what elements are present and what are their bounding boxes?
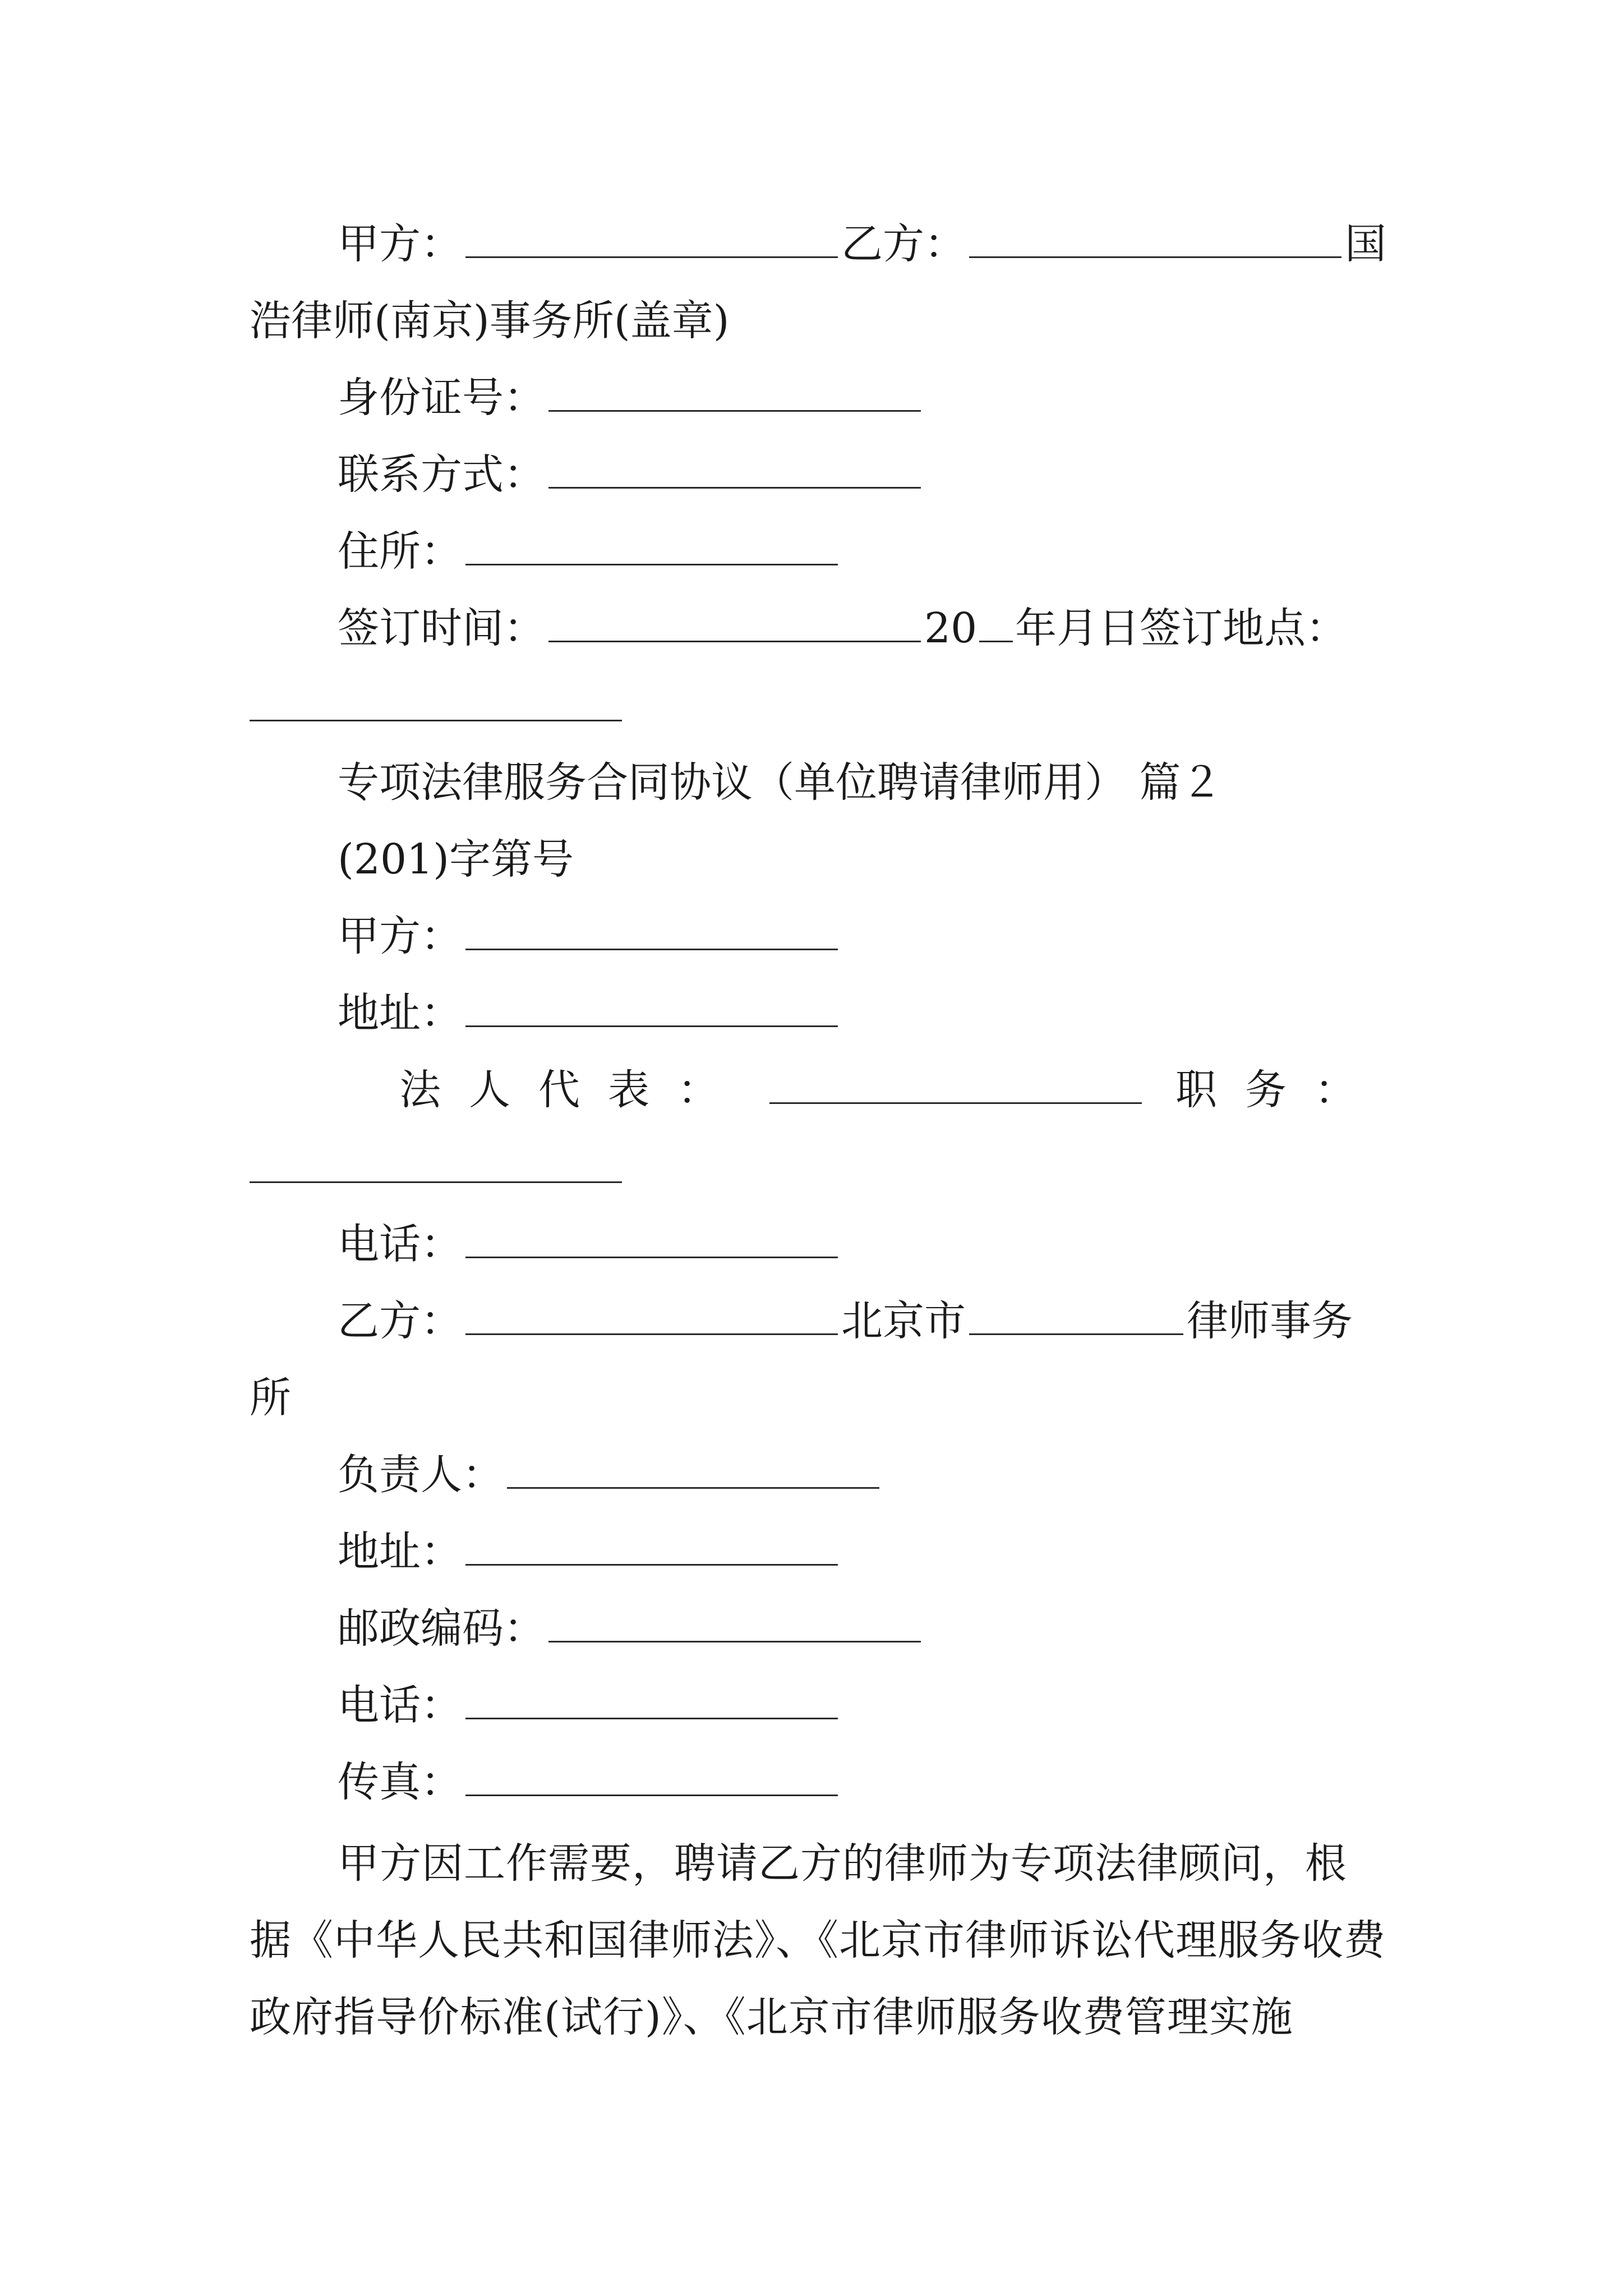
doc-number: (201)字第号	[338, 835, 574, 884]
phone2-line	[338, 1672, 841, 1739]
beijing-label: 北京市	[841, 1297, 966, 1345]
phone-label: 电话：	[338, 1220, 462, 1268]
body-paragraph: 甲方因工作需要，聘请乙方的律师为专项法律顾问，根据《中华人民共和国律师法》、《北京市律师诉讼代理服务收费政府指导价标准(试行)》、《北京市律师服务收费管理实施	[250, 1839, 1386, 2041]
phone-blank[interactable]	[465, 1221, 838, 1258]
firm-suffix-b: 所	[250, 1374, 291, 1422]
firm-suffix-a: 律师事务	[1187, 1297, 1353, 1345]
year-prefix: 20	[924, 604, 978, 652]
position-blank[interactable]	[250, 1181, 622, 1183]
address-label: 地址：	[338, 989, 462, 1037]
section-title	[338, 749, 1223, 816]
sign-time-line	[338, 595, 1347, 662]
residence-blank[interactable]	[465, 528, 838, 565]
address2-blank[interactable]	[465, 1528, 838, 1566]
postcode-line	[338, 1595, 924, 1662]
address2-line	[338, 1518, 841, 1585]
contact-blank[interactable]	[548, 451, 921, 489]
responsible-blank[interactable]	[507, 1451, 879, 1489]
address-blank[interactable]	[465, 990, 838, 1027]
legal-rep-line	[399, 1056, 1384, 1124]
firm-name-tail: 浩律师(南京)事务所(盖章)	[250, 297, 730, 345]
address-line	[338, 979, 841, 1047]
address2-label: 地址：	[338, 1527, 462, 1576]
party-b2-label: 乙方：	[338, 1297, 462, 1345]
responsible-line	[338, 1441, 883, 1508]
party-b-line	[338, 1287, 1353, 1355]
residence-line	[338, 518, 841, 585]
date-sign-place-label: 年月日签订地点：	[1015, 604, 1348, 652]
sign-place-blank[interactable]	[250, 720, 622, 721]
phone2-blank[interactable]	[465, 1682, 838, 1719]
residence-label: 住所：	[338, 527, 462, 576]
sign-time-label: 签订时间：	[338, 604, 545, 652]
firm-name-head: 国	[1345, 220, 1386, 268]
fax-label: 传真：	[338, 1758, 462, 1806]
firm-suffix-line	[250, 1364, 291, 1432]
phone2-label: 电话：	[338, 1681, 462, 1729]
sign-time-blank[interactable]	[548, 605, 921, 642]
party-a-line	[338, 903, 841, 970]
id-number-label: 身份证号：	[338, 374, 545, 422]
party-a-label: 甲方：	[338, 220, 462, 268]
signature-party-line	[338, 210, 1386, 278]
phone-line	[338, 1211, 841, 1278]
responsible-label: 负责人：	[338, 1451, 504, 1499]
party-a2-blank[interactable]	[465, 913, 838, 950]
party-b-label: 乙方：	[841, 220, 966, 268]
fax-line	[338, 1749, 841, 1816]
section-title-text: 专项法律服务合同协议（单位聘请律师用） 篇２	[338, 758, 1223, 807]
party-b-blank[interactable]	[969, 220, 1341, 258]
legal-rep-label: 法人代表：	[399, 1066, 747, 1114]
party-a-blank[interactable]	[465, 220, 838, 258]
id-number-line	[338, 364, 924, 431]
postcode-blank[interactable]	[548, 1605, 921, 1642]
party-b2-blank[interactable]	[465, 1297, 838, 1335]
position-label: 职务：	[1175, 1066, 1384, 1114]
fax-blank[interactable]	[465, 1759, 838, 1796]
year-blank[interactable]	[979, 605, 1013, 642]
contact-label: 联系方式：	[338, 450, 545, 499]
id-number-blank[interactable]	[548, 374, 921, 412]
legal-rep-blank[interactable]	[769, 1066, 1142, 1104]
postcode-label: 邮政编码：	[338, 1604, 545, 1653]
firm-blank[interactable]	[969, 1297, 1183, 1335]
firm-name-line	[250, 287, 729, 355]
contact-line	[338, 441, 924, 508]
party-a2-label: 甲方：	[338, 912, 462, 960]
doc-number-line	[338, 826, 574, 893]
